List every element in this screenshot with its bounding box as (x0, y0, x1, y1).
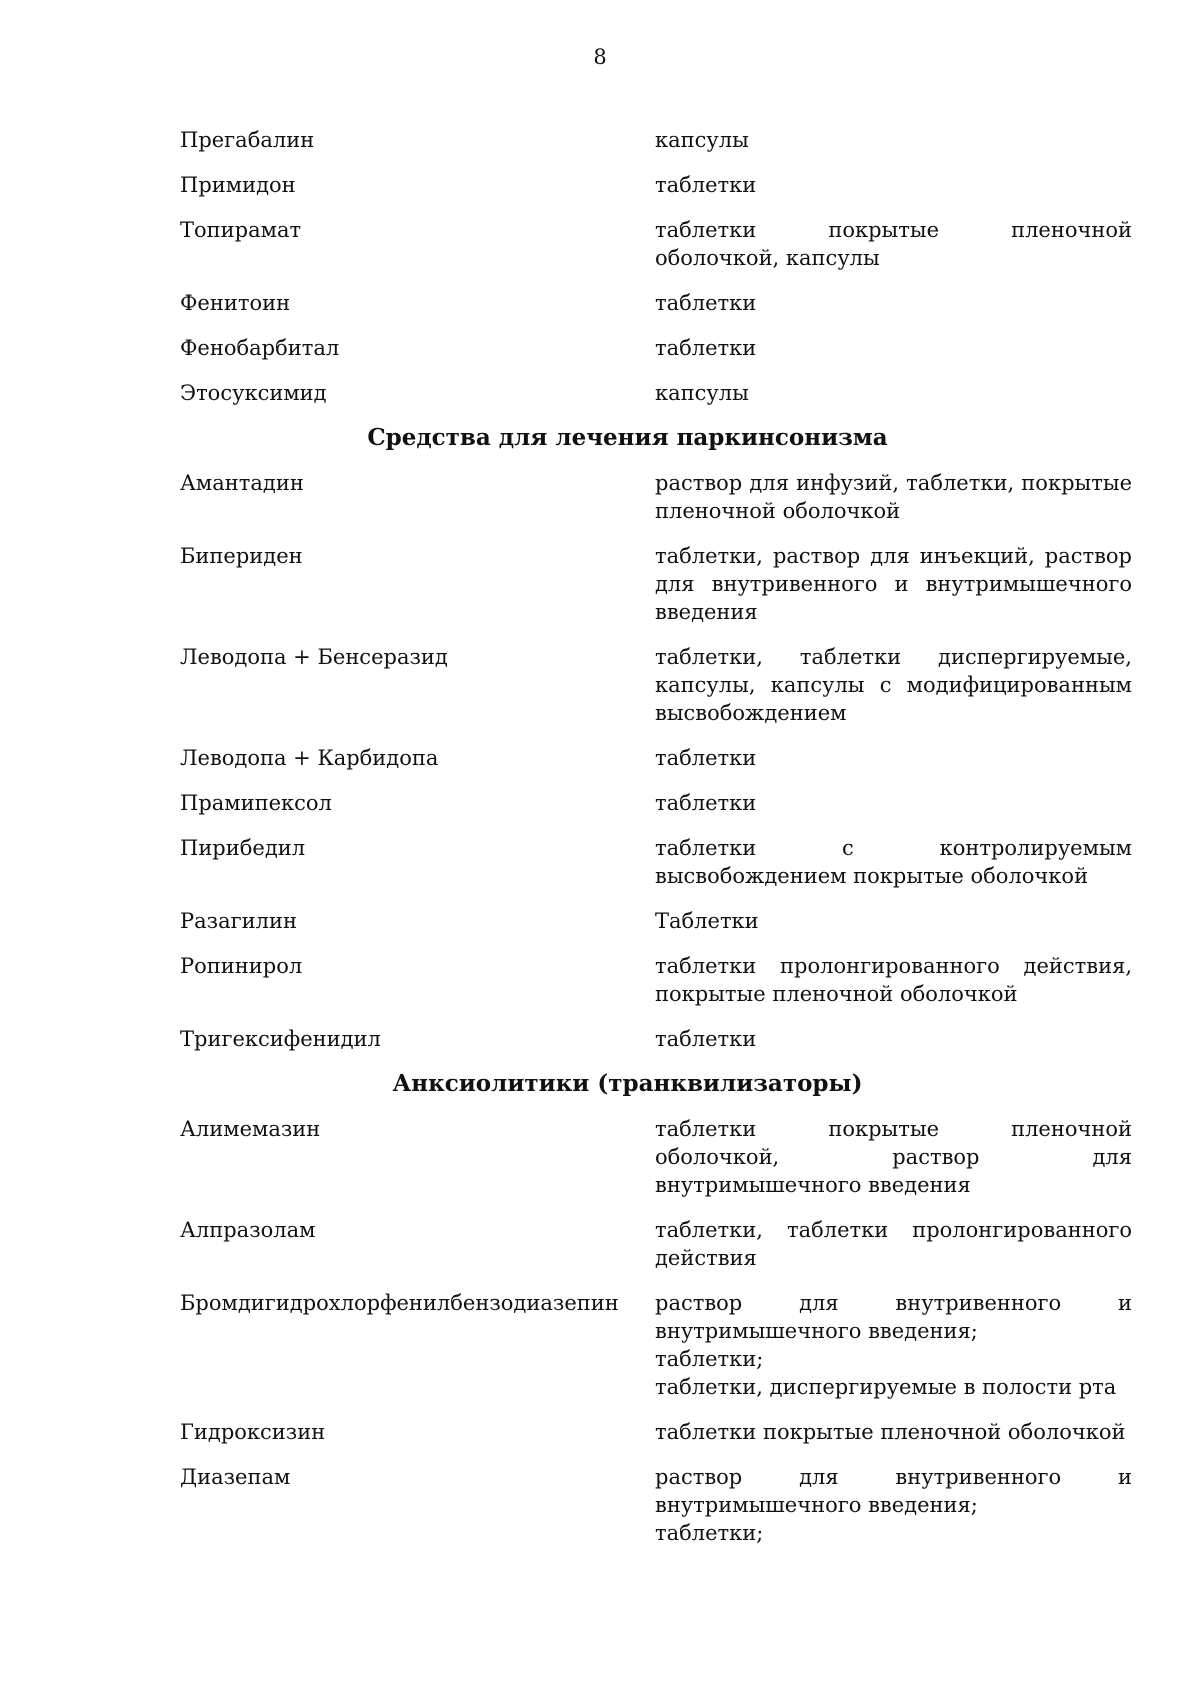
drug-name: Примидон (180, 173, 296, 197)
dosage-form-line: таблетки (655, 791, 757, 815)
dosage-form (655, 1115, 1132, 1199)
drug-row (0, 952, 1200, 1008)
dosage-form-line: раствор для внутривенного и внутримышечного введения; (655, 1291, 1132, 1343)
dosage-form (655, 334, 1132, 362)
drug-row (0, 1289, 1200, 1401)
drug-name: Леводопа + Бенсеразид (180, 645, 448, 669)
drug-row (0, 643, 1200, 727)
dosage-form-line: раствор для внутривенного и внутримышечного введения; (655, 1465, 1132, 1517)
dosage-form-line: таблетки (655, 291, 757, 315)
dosage-form (655, 289, 1132, 317)
drug-name: Прегабалин (180, 128, 315, 152)
drug-row (0, 1115, 1200, 1199)
drug-row (0, 789, 1200, 817)
dosage-form (655, 379, 1132, 407)
drug-name: Разагилин (180, 909, 297, 933)
dosage-form (655, 643, 1132, 727)
drug-name: Бромдигидрохлорфенилбензодиазепин (180, 1291, 619, 1315)
drug-name: Алпразолам (180, 1218, 316, 1242)
dosage-form-line: таблетки, таблетки пролонгированного действия (655, 1218, 1132, 1270)
dosage-form-line: таблетки; (655, 1521, 764, 1545)
dosage-form-line: таблетки, таблетки диспергируемые, капсулы, капсулы с модифицированным высвобождением (655, 645, 1132, 725)
drug-name: Бипериден (180, 544, 303, 568)
drug-name: Тригексифенидил (180, 1027, 381, 1051)
dosage-form-line: таблетки (655, 336, 757, 360)
dosage-form (655, 469, 1132, 525)
drug-row (0, 1463, 1200, 1547)
drug-row (0, 126, 1200, 154)
dosage-form (655, 1463, 1132, 1547)
drug-name: Диазепам (180, 1465, 291, 1489)
dosage-form (655, 216, 1132, 272)
dosage-form-line: капсулы (655, 128, 749, 152)
drug-list (0, 126, 1200, 1564)
dosage-form-line: таблетки (655, 746, 757, 770)
drug-row (0, 1216, 1200, 1272)
dosage-form (655, 126, 1132, 154)
drug-name: Прамипексол (180, 791, 332, 815)
dosage-form (655, 789, 1132, 817)
drug-name: Леводопа + Карбидопа (180, 746, 439, 770)
drug-row (0, 469, 1200, 525)
dosage-form (655, 907, 1132, 935)
dosage-form-line: раствор для инфузий, таблетки, покрытые пленочной оболочкой (655, 471, 1132, 523)
drug-row (0, 1025, 1200, 1053)
drug-row (0, 744, 1200, 772)
drug-row (0, 334, 1200, 362)
drug-row (0, 834, 1200, 890)
dosage-form-line: таблетки, диспергируемые в полости рта (655, 1375, 1117, 1399)
dosage-form-line: таблетки покрытые пленочной оболочкой, капсулы (655, 218, 1132, 270)
drug-name: Фенитоин (180, 291, 291, 315)
drug-name: Амантадин (180, 471, 304, 495)
drug-name: Фенобарбитал (180, 336, 340, 360)
drug-name: Гидроксизин (180, 1420, 326, 1444)
dosage-form-line: таблетки пролонгированного действия, покрытые пленочной оболочкой (655, 954, 1132, 1006)
dosage-form (655, 1418, 1132, 1446)
dosage-form-line: Таблетки (655, 909, 759, 933)
drug-name: Ропинирол (180, 954, 303, 978)
drug-name: Алимемазин (180, 1117, 321, 1141)
dosage-form (655, 744, 1132, 772)
dosage-form (655, 952, 1132, 1008)
section-heading: Средства для лечения паркинсонизма (367, 424, 888, 451)
page-number: 8 (593, 45, 607, 69)
dosage-form (655, 1216, 1132, 1272)
dosage-form (655, 834, 1132, 890)
dosage-form-line: таблетки покрытые пленочной оболочкой, раствор для внутримышечного введения (655, 1117, 1132, 1197)
dosage-form-line: таблетки (655, 173, 757, 197)
dosage-form-line: таблетки с контролируемым высвобождением покрытые оболочкой (655, 836, 1132, 888)
drug-row (0, 289, 1200, 317)
dosage-form-line: таблетки (655, 1027, 757, 1051)
drug-name: Топирамат (180, 218, 302, 242)
dosage-form-line: таблетки покрытые пленочной оболочкой (655, 1420, 1126, 1444)
dosage-form-line: таблетки; (655, 1347, 764, 1371)
dosage-form (655, 1025, 1132, 1053)
drug-name: Этосуксимид (180, 381, 327, 405)
drug-name: Пирибедил (180, 836, 306, 860)
drug-row (0, 216, 1200, 272)
dosage-form-line: таблетки, раствор для инъекций, раствор для внутривенного и внутримышечного введения (655, 544, 1132, 624)
dosage-form (655, 1289, 1132, 1401)
drug-row (0, 379, 1200, 407)
drug-row (0, 171, 1200, 199)
dosage-form (655, 542, 1132, 626)
dosage-form (655, 171, 1132, 199)
drug-row (0, 907, 1200, 935)
drug-row (0, 542, 1200, 626)
drug-row (0, 1418, 1200, 1446)
section-heading: Анксиолитики (транквилизаторы) (392, 1070, 863, 1097)
dosage-form-line: капсулы (655, 381, 749, 405)
